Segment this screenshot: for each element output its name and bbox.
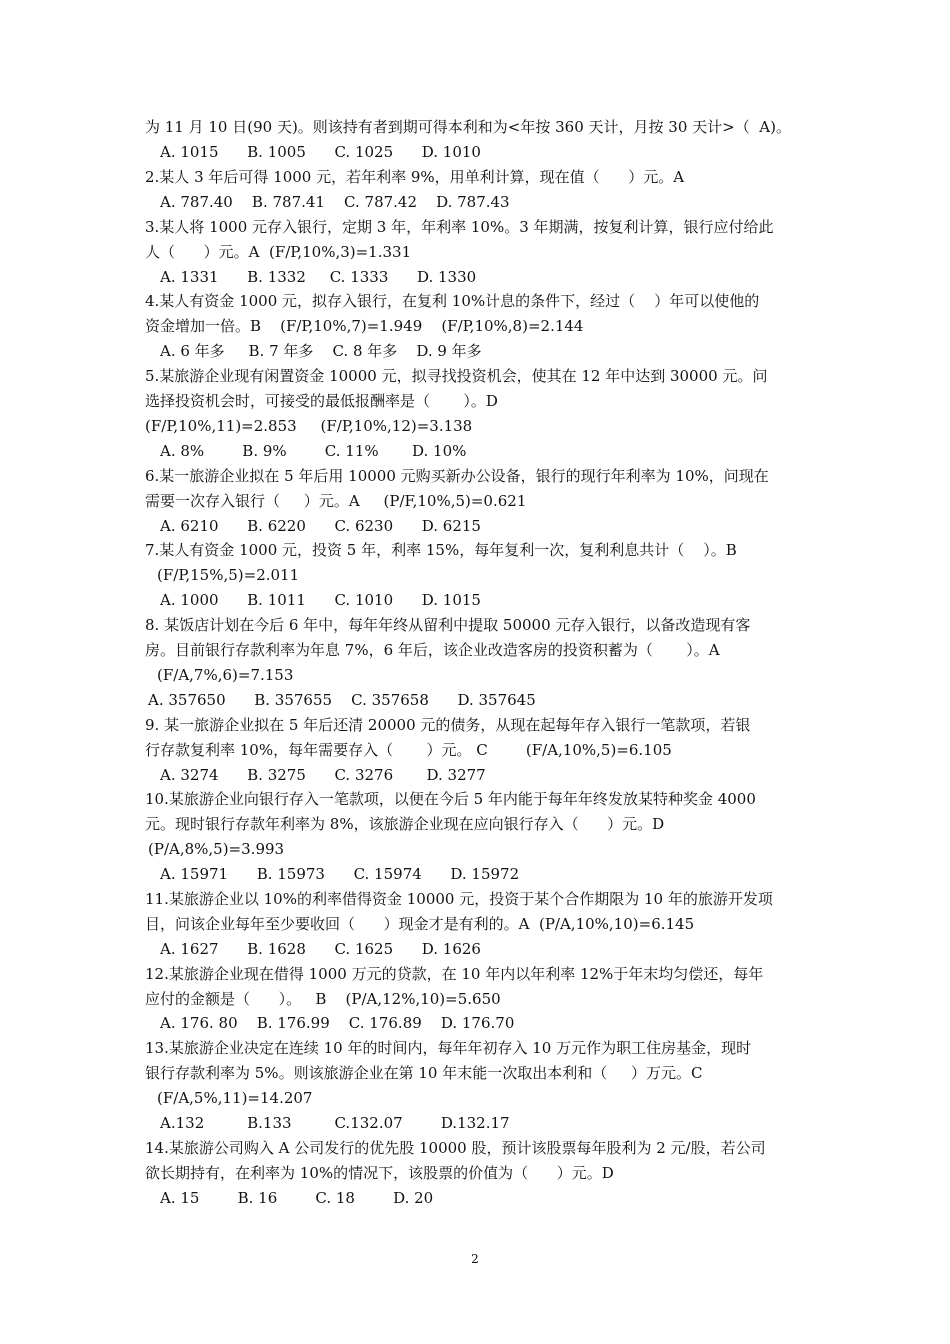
answer-options: A. 1331 B. 1332 C. 1333 D. 1330 — [160, 268, 477, 286]
answer-options: A. 8% B. 9% C. 11% D. 10% — [160, 442, 467, 460]
question-12: 12.某旅游企业现在借得 1000 万元的贷款，在 10 年内以年利率 12%于年末均匀偿还，每年 — [145, 965, 764, 983]
answer-options: A. 176. 80 B. 176.99 C. 176.89 D. 176.70 — [160, 1014, 515, 1032]
question-13: 13.某旅游企业决定在连续 10 年的时间内，每年年初存入 10 万元作为职工住房基金，现时 — [145, 1039, 752, 1057]
answer-options: A. 1627 B. 1628 C. 1625 D. 1626 — [160, 940, 481, 958]
question-5: 5.某旅游企业现有闲置资金 10000 元，拟寻找投资机会，使其在 12 年中达到 30000 元。问 — [145, 367, 768, 385]
question-10: 10.某旅游企业向银行存入一笔款项，以便在今后 5 年内能于每年年终发放某特种奖金 4000 — [145, 790, 756, 808]
question-7: 7.某人有资金 1000 元，投资 5 年，利率 15%，每年复利一次，复利利息共计（ ）。B — [145, 541, 737, 559]
text-line: 需要一次存入银行（ ）元。A (P/F,10%,5)=0.621 — [145, 492, 527, 510]
text-line: (P/A,8%,5)=3.993 — [148, 840, 285, 858]
text-line: 应付的金额是（ ）。 B (P/A,12%,10)=5.650 — [145, 990, 501, 1008]
answer-options: A. 6210 B. 6220 C. 6230 D. 6215 — [160, 517, 481, 535]
question-4: 4.某人有资金 1000 元，拟存入银行，在复利 10%计息的条件下，经过（ ）年可以使他的 — [145, 292, 760, 310]
text-line: (F/A,7%,6)=7.153 — [157, 666, 294, 684]
question-9: 9. 某一旅游企业拟在 5 年后还清 20000 元的债务，从现在起每年存入银行一笔款项，若银 — [145, 716, 751, 734]
answer-options: A. 1000 B. 1011 C. 1010 D. 1015 — [160, 591, 481, 609]
question-14: 14.某旅游公司购入 A 公司发行的优先股 10000 股，预计该股票每年股利为 2 元/股，若公司 — [145, 1139, 766, 1157]
answer-options: A.132 B.133 C.132.07 D.132.17 — [160, 1114, 510, 1132]
answer-options: A. 3274 B. 3275 C. 3276 D. 3277 — [160, 766, 486, 784]
text-line: 行存款复利率 10%，每年需要存入（ ）元。 C (F/A,10%,5)=6.105 — [145, 741, 672, 759]
answer-options: A. 6 年多 B. 7 年多 C. 8 年多 D. 9 年多 — [160, 342, 482, 360]
text-line: 资金增加一倍。B (F/P,10%,7)=1.949 (F/P,10%,8)=2.144 — [145, 317, 584, 335]
answer-options: A. 15 B. 16 C. 18 D. 20 — [160, 1189, 434, 1207]
text-line: (F/P,15%,5)=2.011 — [157, 566, 300, 584]
question-8: 8. 某饭店计划在今后 6 年中，每年年终从留利中提取 50000 元存入银行，以备改造现有客 — [145, 616, 751, 634]
answer-options: A. 1015 B. 1005 C. 1025 D. 1010 — [160, 143, 481, 161]
text-line: (F/A,5%,11)=14.207 — [157, 1089, 313, 1107]
answer-options: A. 15971 B. 15973 C. 15974 D. 15972 — [160, 865, 520, 883]
text-line: 人（ ）元。A (F/P,10%,3)=1.331 — [145, 243, 412, 261]
question-6: 6.某一旅游企业拟在 5 年后用 10000 元购买新办公设备，银行的现行年利率为 10%，问现在 — [145, 467, 769, 485]
text-line: (F/P,10%,11)=2.853 (F/P,10%,12)=3.138 — [145, 417, 473, 435]
text-line: 银行存款利率为 5%。则该旅游企业在第 10 年末能一次取出本利和（ ）万元。C — [145, 1064, 703, 1082]
text-line: 为 11 月 10 日(90 天)。则该持有者到期可得本利和为<年按 360 天计，月按 30 天计>（ A)。 — [145, 118, 791, 136]
answer-options: A. 357650 B. 357655 C. 357658 D. 357645 — [148, 691, 536, 709]
text-line: 元。现时银行存款年利率为 8%，该旅游企业现在应向银行存入（ ）元。D — [145, 815, 665, 833]
text-line: 目，问该企业每年至少要收回（ ）现金才是有利的。A (P/A,10%,10)=6.145 — [145, 915, 695, 933]
text-line: 欲长期持有，在利率为 10%的情况下，该股票的价值为（ ）元。D — [145, 1164, 614, 1182]
question-2: 2.某人 3 年后可得 1000 元，若年利率 9%，用单利计算，现在值（ ）元。A — [145, 168, 685, 186]
text-line: 选择投资机会时，可接受的最低报酬率是（ ）。D — [145, 392, 498, 410]
text-line: 房。目前银行存款利率为年息 7%，6 年后，该企业改造客房的投资积蓄为（ ）。A — [145, 641, 720, 659]
answer-options: A. 787.40 B. 787.41 C. 787.42 D. 787.43 — [160, 193, 510, 211]
question-3: 3.某人将 1000 元存入银行，定期 3 年，年利率 10%。3 年期满，按复利计算，银行应付给此 — [145, 218, 774, 236]
question-11: 11.某旅游企业以 10%的利率借得资金 10000 元，投资于某个合作期限为 10 年的旅游开发项 — [145, 890, 773, 908]
page-number: 2 — [471, 1252, 479, 1266]
